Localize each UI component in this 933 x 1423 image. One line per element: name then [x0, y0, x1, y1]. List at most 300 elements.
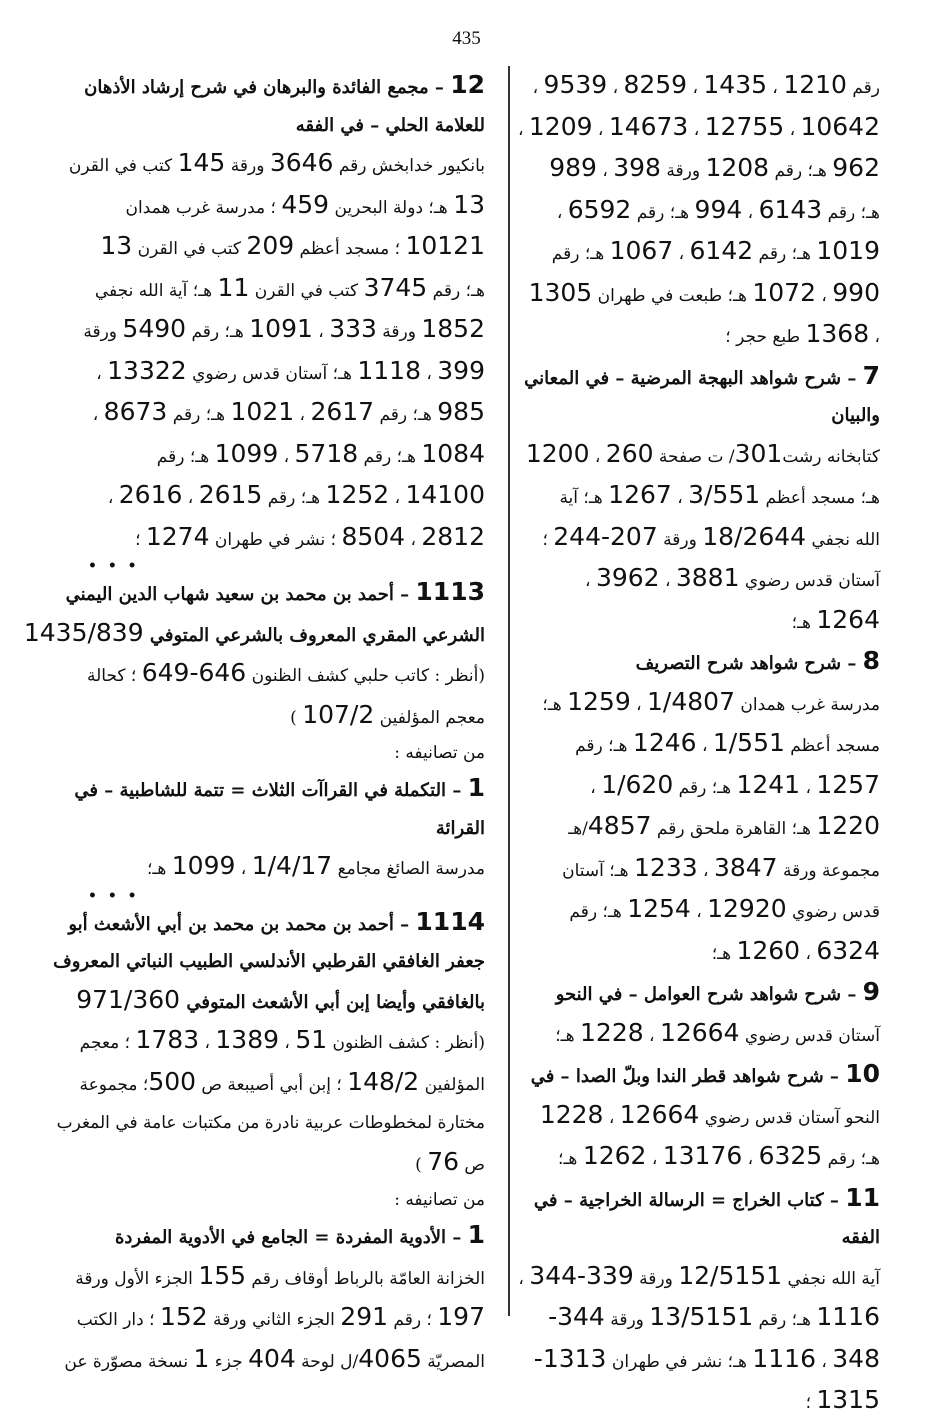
- text-run: /ل لوحة: [295, 1351, 359, 1372]
- text-run: ،: [815, 285, 833, 306]
- left-column-line: [80, 1063, 485, 1105]
- text-run: جزء: [209, 1351, 249, 1372]
- text-run: مسجد أعظم: [784, 736, 880, 756]
- left-column-line: [76, 981, 485, 1022]
- text-run: – أحمد بن محمد بن سعيد شهاب الدين اليمني: [65, 584, 416, 605]
- text-run: هـ؛ رقم: [262, 488, 326, 508]
- section-separator: • • •: [88, 887, 140, 904]
- text-run: آية الله نجفي: [782, 1268, 880, 1289]
- text-run: – التكملة في القراآت الثلاث = تتمة للشاطبية – في: [74, 780, 468, 801]
- left-column-line: [80, 1143, 485, 1185]
- text-run: مدرسة غرب همدان: [734, 694, 880, 715]
- number: 1/4807: [647, 686, 735, 716]
- left-column: [23, 66, 485, 1373]
- right-column: [518, 66, 880, 1414]
- text-run: هـ؛ آستان قدس رضوي: [186, 363, 358, 384]
- left-column-line: [80, 186, 485, 228]
- left-column-line: [68, 144, 485, 186]
- text-run: هـ؛ رقم: [753, 244, 817, 264]
- number: 152: [159, 1302, 208, 1331]
- number: 13: [453, 189, 485, 219]
- number: 11: [845, 1182, 880, 1212]
- text-run: هـ؛ رقم: [186, 322, 250, 342]
- number: 1072: [752, 277, 816, 307]
- left-column-line: [80, 476, 485, 518]
- left-column-line: [68, 903, 485, 944]
- text-run: ،: [800, 777, 817, 798]
- number: 1313-: [533, 1343, 607, 1373]
- text-run: ،: [630, 694, 648, 715]
- number: 13176: [662, 1141, 743, 1170]
- number: 1114: [415, 906, 485, 936]
- left-column-line: [80, 393, 485, 435]
- right-column-line: [528, 1219, 880, 1257]
- number: 3745: [363, 272, 428, 302]
- text-run: مدرسة الصائغ مجامع: [332, 859, 485, 879]
- right-column-line: [528, 1298, 880, 1340]
- left-column-line: [64, 1340, 485, 1382]
- number: 7: [862, 360, 880, 390]
- text-run: نسخة مصوّرة عن: [64, 1351, 194, 1372]
- left-column-line: [56, 1104, 485, 1143]
- text-run: ؛ مجموعة: [79, 1074, 149, 1095]
- number: 8259: [623, 70, 688, 99]
- text-run: جعفر الغافقي القرطبي الأندلسي الطبيب النباتي المعروف: [53, 951, 485, 972]
- text-run: – كتاب الخراج = الرسالة الخراجية – في: [533, 1189, 846, 1211]
- text-run: هـ؛ القاهرة ملحق رقم: [651, 819, 817, 839]
- text-run: ،: [697, 860, 714, 881]
- number: 1116: [816, 1302, 880, 1331]
- number: 1209: [528, 111, 593, 141]
- number: 1267: [608, 480, 672, 509]
- text-run: (أنظر : كاتب حلبي كشف الظنون: [246, 666, 485, 686]
- number: 3/551: [688, 480, 761, 509]
- text-run: ،: [784, 119, 801, 140]
- text-run: ،: [589, 446, 606, 467]
- text-run: هـ؛ رقم: [427, 280, 485, 301]
- text-run: الجزء الثاني ورقة: [207, 1310, 341, 1330]
- text-run: ،: [596, 161, 614, 181]
- right-column-line: [528, 274, 880, 316]
- text-run: طبع حجر ؛: [725, 327, 806, 347]
- number: 6142: [689, 236, 754, 265]
- number: 1091: [249, 314, 313, 343]
- text-run: ؛ دار الكتب: [76, 1310, 160, 1330]
- text-run: ؛ كحالة: [86, 666, 142, 686]
- number: 1368: [805, 319, 870, 348]
- text-run: هـ؛ رقم: [374, 405, 438, 425]
- number: 985: [437, 397, 485, 426]
- text-run: النحو آستان قدس رضوي: [699, 1107, 880, 1128]
- text-run: ،: [420, 363, 438, 384]
- number: 2616: [118, 480, 183, 509]
- text-run: /هـ: [568, 819, 588, 839]
- left-column-line: [80, 654, 485, 696]
- text-run: والبيان: [831, 405, 880, 426]
- right-column-line: [528, 601, 880, 643]
- left-column-line: [80, 66, 485, 107]
- text-run: ؛: [542, 529, 554, 550]
- number: 6143: [758, 194, 823, 224]
- number: 1021: [230, 397, 295, 426]
- text-run: ورقة: [633, 1268, 679, 1289]
- number: 1: [467, 1220, 485, 1249]
- number: 1210: [783, 70, 847, 99]
- text-run: المصريّة: [421, 1351, 485, 1372]
- number: 1220: [816, 811, 880, 840]
- text-run: ،: [659, 571, 676, 591]
- number: 14100: [405, 480, 485, 509]
- right-column-line: [528, 766, 880, 808]
- left-column-line: [80, 227, 485, 269]
- right-column-line: [528, 849, 880, 891]
- number: 13: [100, 231, 133, 260]
- text-run: هـ؛: [711, 943, 737, 964]
- left-column-line: [80, 1021, 485, 1063]
- number: 1/620: [601, 769, 674, 799]
- text-run: هـ؛ رقم: [673, 777, 737, 798]
- text-run: ،: [742, 202, 759, 223]
- text-run: ،: [518, 1268, 530, 1289]
- left-column-line: [74, 769, 485, 810]
- left-column-line: [80, 107, 485, 145]
- number: 260: [605, 438, 654, 468]
- text-run: هـ؛: [555, 1025, 581, 1046]
- number: 10: [845, 1059, 880, 1088]
- number: 1852: [421, 314, 485, 343]
- page-number: 435: [452, 28, 481, 49]
- number: 1260: [736, 935, 801, 965]
- number: 10121: [405, 231, 485, 260]
- text-run: مجموعة ورقة: [777, 860, 880, 881]
- right-column-line: [528, 397, 880, 435]
- number: 51: [295, 1025, 328, 1054]
- text-run: هـ؛: [542, 694, 568, 715]
- right-column-line: [528, 1096, 880, 1138]
- left-column-line: [53, 943, 485, 981]
- text-run: ،: [607, 78, 624, 98]
- right-column-line: [528, 315, 880, 357]
- left-column-line: [80, 1184, 485, 1216]
- text-run: هـ؛ آية: [559, 488, 609, 508]
- text-run: هـ؛ رقم: [753, 1310, 817, 1330]
- section-separator: • • •: [88, 558, 140, 574]
- text-run: هـ؛ رقم: [631, 202, 695, 223]
- number: 1389: [215, 1025, 280, 1054]
- text-run: هـ؛ رقم: [769, 161, 833, 181]
- number: 344-: [548, 1302, 605, 1331]
- number: 1/551: [712, 728, 785, 757]
- number: 1228: [539, 1099, 604, 1129]
- right-column-line: [528, 973, 880, 1014]
- text-run: ): [290, 707, 303, 728]
- number: 1257: [816, 769, 880, 799]
- text-run: ؛ مسجد أعظم: [294, 239, 406, 259]
- text-run: هـ؛ رقم: [156, 446, 215, 467]
- number: 12/5151: [678, 1260, 783, 1290]
- text-run: هـ؛ نشر في طهران: [606, 1351, 753, 1372]
- text-run: هـ؛ رقم: [167, 405, 231, 425]
- right-column-line: [528, 807, 880, 849]
- right-column-line: [528, 1137, 880, 1179]
- text-run: ؛: [135, 529, 146, 550]
- text-run: ،: [687, 78, 704, 98]
- text-run: – مجمع الفائدة والبرهان في شرح إرشاد الأذهان: [84, 77, 451, 98]
- right-column-line: [528, 66, 880, 108]
- number: 1264: [816, 604, 880, 634]
- number: 500: [148, 1066, 197, 1096]
- number: 12920: [707, 894, 787, 923]
- text-run: من تصانيفه :: [394, 1190, 485, 1210]
- text-run: ،: [643, 1025, 660, 1046]
- number: 1099: [171, 851, 236, 880]
- left-column-line: [80, 737, 485, 769]
- number: 2615: [198, 480, 263, 509]
- text-run: ،: [767, 78, 784, 98]
- text-run: القرائة: [435, 817, 485, 839]
- number: 3881: [675, 563, 740, 592]
- text-run: ،: [673, 244, 690, 264]
- number: 1118: [357, 355, 421, 385]
- text-run: ورقة: [376, 322, 422, 342]
- number: 399: [437, 355, 485, 385]
- number: 12: [450, 70, 485, 99]
- text-run: ،: [235, 859, 252, 879]
- left-column-line: [80, 310, 485, 352]
- number: 107/2: [302, 699, 375, 729]
- number: 1262: [582, 1141, 647, 1170]
- text-run: ؛ مدرسة غرب همدان: [125, 197, 282, 218]
- text-run: ،: [96, 363, 108, 384]
- text-run: هـ؛ مسجد أعظم: [760, 488, 880, 508]
- right-column-line: [528, 1014, 880, 1056]
- number: 12664: [619, 1099, 700, 1129]
- number: 3646: [269, 148, 334, 177]
- text-run: ،: [92, 405, 104, 425]
- text-run: ): [415, 1154, 428, 1175]
- text-run: ،: [646, 1149, 663, 1169]
- text-run: ،: [869, 327, 880, 347]
- number: 404: [248, 1343, 296, 1373]
- text-run: ،: [585, 571, 596, 591]
- text-run: ،: [389, 488, 406, 508]
- number: 8: [862, 646, 880, 675]
- text-run: للعلامة الحلي – في الفقه: [295, 114, 485, 136]
- right-column-line: [528, 932, 880, 974]
- number: 1435: [703, 70, 768, 99]
- number: 8504: [341, 521, 406, 551]
- text-run: / ت صفحة: [653, 446, 735, 467]
- text-run: ،: [107, 488, 119, 508]
- text-run: – شرح شواهد شرح العوامل – في النحو: [555, 984, 863, 1005]
- text-run: هـ؛: [147, 859, 172, 879]
- left-column-line: [75, 1257, 485, 1299]
- number: 1233: [634, 852, 698, 882]
- text-run: ،: [671, 488, 689, 508]
- number: 646-649: [141, 658, 247, 687]
- right-column-line: [528, 149, 880, 191]
- number: 2812: [421, 521, 485, 551]
- text-run: ،: [556, 202, 568, 223]
- number: 13322: [107, 355, 187, 385]
- number: 994: [694, 194, 743, 224]
- text-run: كتب في القرن: [249, 280, 364, 301]
- number: 398: [613, 153, 661, 182]
- number: 9539: [543, 70, 608, 99]
- left-column-line: [80, 1216, 485, 1257]
- number: 148/2: [347, 1066, 420, 1096]
- text-run: هـ؛ رقم: [822, 202, 880, 223]
- right-column-line: [528, 683, 880, 725]
- number: 1067: [609, 236, 674, 265]
- text-run: ،: [518, 119, 529, 140]
- text-run: هـ؛ رقم: [358, 446, 422, 467]
- number: 1200: [525, 438, 590, 468]
- number: 1315: [816, 1385, 880, 1414]
- number: 1019: [816, 236, 880, 265]
- text-run: مختارة لمخطوطات عربية نادرة من مكتبات عامة في المغرب: [56, 1113, 485, 1133]
- text-run: ورقة: [660, 161, 706, 181]
- text-run: آستان قدس رضوي: [739, 1025, 880, 1046]
- text-run: ؛ رقم: [388, 1310, 438, 1330]
- text-run: بالغافقي وأيضا إبن أبي الأشعث المتوفي: [180, 991, 485, 1013]
- number: 10642: [800, 111, 880, 141]
- text-run: – أحمد بن محمد بن محمد بن أبي الأشعث أبو: [68, 913, 416, 935]
- number: 1113: [415, 577, 485, 606]
- text-run: ،: [688, 119, 705, 140]
- text-run: هـ؛: [558, 1149, 583, 1169]
- text-run: هـ؛ دولة البحرين: [329, 197, 454, 218]
- left-column-line: [80, 352, 485, 394]
- text-run: ،: [742, 1149, 759, 1169]
- text-run: الخزانة العامّة بالرباط أوقاف رقم: [246, 1268, 485, 1289]
- number: 4857: [587, 811, 652, 840]
- text-run: ،: [199, 1033, 216, 1053]
- number: 1116: [752, 1343, 816, 1373]
- text-run: ورقة: [604, 1310, 650, 1330]
- text-run: هـ؛ رقم: [569, 902, 628, 922]
- number: 1435/839: [23, 617, 144, 647]
- number: 1305: [528, 277, 593, 307]
- right-column-line: [524, 357, 880, 398]
- number: 1208: [705, 153, 770, 182]
- text-run: – شرح شواهد شرح التصريف: [635, 653, 863, 674]
- number: 1: [467, 773, 485, 802]
- number: 6592: [567, 194, 632, 224]
- right-column-line: [528, 1381, 880, 1423]
- left-column-line: [76, 1298, 485, 1340]
- text-run: المؤلفين: [419, 1074, 485, 1095]
- right-column-line: [525, 435, 880, 477]
- text-run: معجم المؤلفين: [374, 707, 485, 728]
- text-run: آستان قدس رضوي: [739, 571, 880, 591]
- text-run: ،: [603, 1107, 620, 1128]
- right-column-line: [528, 191, 880, 233]
- number: 6324: [816, 935, 880, 965]
- text-run: ،: [278, 446, 295, 467]
- text-run: الجزء الأول ورقة: [75, 1268, 199, 1289]
- text-run: ؛ معجم: [79, 1033, 136, 1053]
- left-column-line: [80, 696, 485, 738]
- number: 348: [832, 1343, 880, 1373]
- number: 14673: [608, 111, 689, 141]
- text-run: ،: [312, 322, 330, 342]
- number: 971/360: [76, 984, 181, 1014]
- left-column-line: [65, 573, 485, 614]
- right-column-line: [518, 1257, 880, 1299]
- left-column-line: [23, 614, 485, 655]
- number: 5490: [122, 314, 187, 343]
- text-run: ورقة: [657, 529, 703, 550]
- text-run: ،: [405, 529, 422, 550]
- number: 1259: [567, 686, 631, 716]
- column-divider: [508, 66, 510, 1316]
- left-column-line: [80, 435, 485, 477]
- number: 6325: [758, 1141, 823, 1170]
- text-run: ص: [459, 1154, 485, 1175]
- right-column-line: [528, 476, 880, 518]
- right-column-line: [528, 1340, 880, 1382]
- number: 145: [177, 148, 226, 177]
- text-run: هـ؛ رقم: [575, 736, 633, 756]
- text-run: الله نجفي: [806, 529, 880, 550]
- number: 12755: [704, 111, 785, 141]
- number: 12664: [659, 1017, 740, 1047]
- text-run: ،: [815, 1351, 833, 1372]
- text-run: ،: [590, 777, 602, 798]
- number: 13/5151: [649, 1302, 754, 1331]
- number: 459: [281, 189, 330, 219]
- number: 1252: [325, 480, 390, 509]
- text-run: ،: [690, 902, 708, 922]
- right-column-line: [528, 642, 880, 683]
- text-run: ورقة: [83, 322, 123, 342]
- right-column-line: [528, 232, 880, 274]
- text-run: كتابخانه رشت: [782, 446, 880, 467]
- number: 4065: [358, 1343, 422, 1373]
- text-run: هـ؛ آية الله نجفي: [94, 280, 218, 301]
- text-run: من تصانيفه :: [394, 743, 485, 763]
- text-run: بانكيور خدابخش رقم: [333, 156, 485, 176]
- number: 301: [734, 438, 783, 468]
- right-column-line: [518, 108, 880, 150]
- left-column-line: [80, 847, 485, 889]
- left-column-line: [80, 518, 485, 560]
- text-run: هـ؛ آستان: [562, 860, 635, 881]
- number: 8673: [103, 397, 168, 426]
- number: 339-344: [529, 1260, 634, 1290]
- text-run: – شرح شواهد البهجة المرضية – في المعاني: [524, 367, 863, 389]
- right-column-line: [528, 724, 880, 766]
- number: 197: [437, 1302, 485, 1331]
- number: 1274: [145, 521, 210, 551]
- number: 9: [862, 977, 880, 1006]
- right-column-line: [528, 890, 880, 932]
- number: 333: [329, 314, 377, 343]
- text-run: – الأدوية المفردة = الجامع في الأدوية المفردة: [114, 1227, 468, 1248]
- number: 3962: [595, 563, 660, 592]
- number: 155: [198, 1260, 247, 1290]
- text-run: هـ؛ رقم: [551, 244, 610, 264]
- number: 962: [832, 153, 880, 182]
- number: 5718: [294, 438, 359, 468]
- text-run: ،: [532, 78, 544, 98]
- number: 1084: [421, 438, 485, 468]
- text-run: هـ؛ رقم: [822, 1149, 880, 1169]
- text-run: ،: [592, 119, 609, 140]
- text-run: ،: [294, 405, 311, 425]
- left-column-line: [80, 269, 485, 311]
